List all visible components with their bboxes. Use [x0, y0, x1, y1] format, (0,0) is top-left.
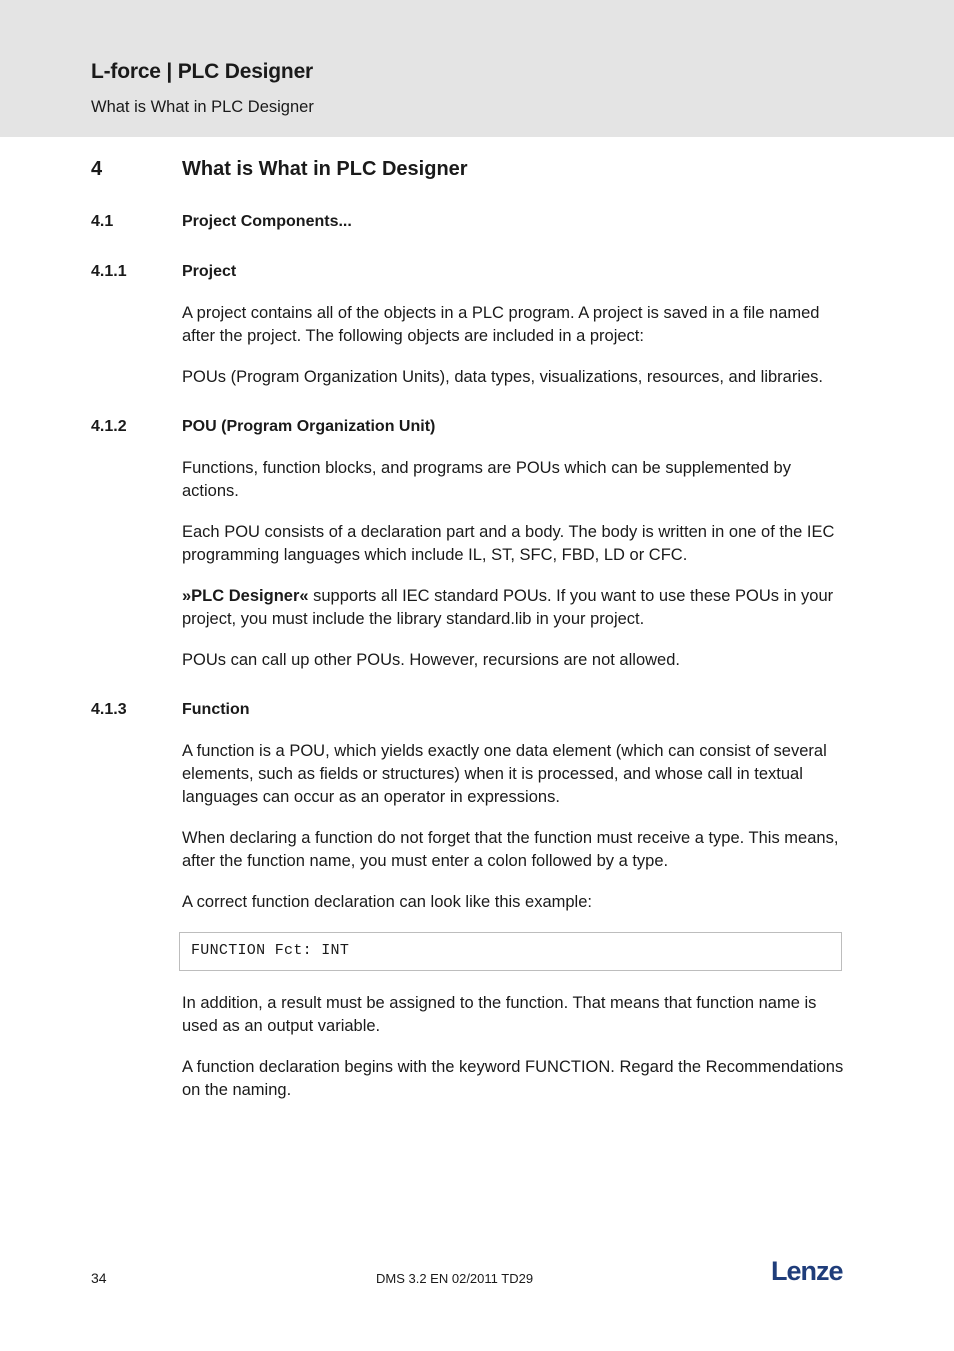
paragraph: When declaring a function do not forget that the function must receive a type. This means, after the function name, you must enter a colon followed by a type. [182, 829, 839, 870]
lenze-logo: Lenze [771, 1256, 843, 1286]
code-example: FUNCTION Fct: INT [191, 942, 350, 959]
subsection-title: Function [182, 701, 250, 718]
section-number: 4.1 [91, 213, 114, 230]
paragraph: POUs (Program Organization Units), data types, visualizations, resources, and libraries. [182, 368, 824, 386]
paragraph: POUs can call up other POUs. However, recursions are not allowed. [182, 651, 680, 669]
paragraph: A function is a POU, which yields exactly one data element (which can consist of several elements, such as fields or structures) when it is processed, and whose call in textual languages can occur as an operator in expressions. [182, 742, 827, 806]
paragraph [182, 585, 847, 631]
product-name: »PLC Designer« [182, 587, 309, 605]
paragraph: A function declaration begins with the keyword FUNCTION. Regard the Recommendations on the naming. [182, 1058, 844, 1099]
page-number: 34 [91, 1270, 107, 1286]
page-header [0, 0, 954, 137]
paragraph: Each POU consists of a declaration part and a body. The body is written in one of the IEC programming languages which include IL, ST, SFC, FBD, LD or CFC. [182, 523, 835, 564]
subsection-number: 4.1.3 [91, 701, 127, 718]
subsection-number: 4.1.2 [91, 418, 127, 435]
subsection-title: Project [182, 263, 237, 280]
code-example-box [179, 932, 842, 971]
document-reference: DMS 3.2 EN 02/2011 TD29 [376, 1271, 534, 1286]
chapter-number: 4 [91, 158, 103, 180]
paragraph: A project contains all of the objects in a PLC program. A project is saved in a file named after the project. The following objects are included in a project: [182, 304, 820, 345]
paragraph: A correct function declaration can look like this example: [182, 893, 592, 911]
paragraph: Functions, function blocks, and programs are POUs which can be supplemented by actions. [182, 459, 791, 500]
section-title: Project Components... [182, 213, 352, 230]
chapter-title: What is What in PLC Designer [182, 158, 468, 180]
document-title: L-force | PLC Designer [91, 60, 314, 83]
paragraph-text: supports all IEC standard POUs. If you want to use these POUs in your project, you must include the library standard.lib in your project. [182, 587, 834, 628]
subsection-title: POU (Program Organization Unit) [182, 418, 436, 435]
document-subtitle: What is What in PLC Designer [91, 98, 314, 116]
paragraph: In addition, a result must be assigned to the function. That means that function name is used as an output variable. [182, 994, 817, 1035]
subsection-number: 4.1.1 [91, 263, 127, 280]
